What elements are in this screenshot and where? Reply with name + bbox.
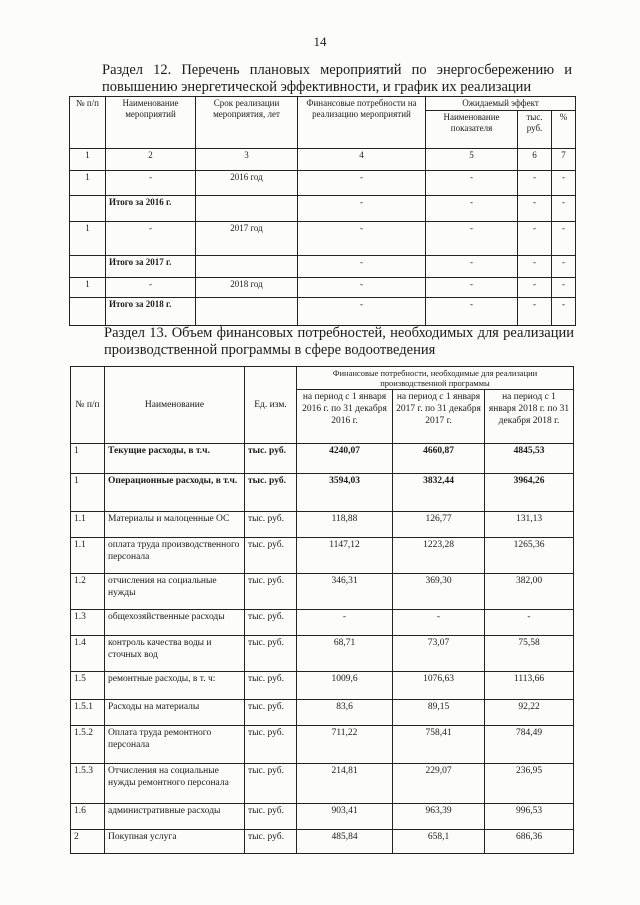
row-name: Итого за 2018 г. <box>106 298 196 326</box>
col-finance-header: Финансовые потребности на реализацию мероприятий <box>298 97 426 149</box>
row-value-2016: 711,22 <box>297 726 393 764</box>
row-unit: тыс. руб. <box>245 700 297 726</box>
table-row <box>71 764 574 804</box>
row-value-2017: 1076,63 <box>393 672 485 700</box>
row-value-2018: 996,53 <box>485 804 574 830</box>
row-unit: тыс. руб. <box>245 538 297 574</box>
col-num-header: № п/п <box>71 367 105 444</box>
table-row <box>70 256 576 278</box>
row-indicator: - <box>426 222 518 256</box>
row-name: Расходы на материалы <box>105 700 245 726</box>
row-num: 1.6 <box>71 804 105 830</box>
row-term: 2016 год <box>196 171 298 196</box>
page-number: 14 <box>313 34 327 49</box>
row-value-2018: 686,36 <box>485 830 574 854</box>
row-value-2017: 963,39 <box>393 804 485 830</box>
row-finance: - <box>298 256 426 278</box>
row-value-2018: 784,49 <box>485 726 574 764</box>
row-num <box>70 256 106 278</box>
row-value-2018: 1113,66 <box>485 672 574 700</box>
index-row <box>70 149 576 171</box>
row-value-2016: 903,41 <box>297 804 393 830</box>
row-finance: - <box>298 278 426 298</box>
row-unit: тыс. руб. <box>245 512 297 538</box>
row-name: административные расходы <box>105 804 245 830</box>
row-rub: - <box>518 256 552 278</box>
row-value-2018: 1265,36 <box>485 538 574 574</box>
row-value-2017: 369,30 <box>393 574 485 610</box>
row-name: общехозяйственные расходы <box>105 610 245 636</box>
row-pct: - <box>552 256 576 278</box>
row-value-2016: 118,88 <box>297 512 393 538</box>
index-cell: 6 <box>518 149 552 171</box>
row-value-2016: 214,81 <box>297 764 393 804</box>
section-13-heading: Раздел 13. Объем финансовых потребностей, необходимых для реализации производственной программы в сфере водоотведения <box>104 325 574 358</box>
table-row <box>71 474 574 512</box>
row-num: 1 <box>70 278 106 298</box>
row-unit: тыс. руб. <box>245 726 297 764</box>
section-12-table <box>69 96 576 326</box>
row-value-2016: - <box>297 610 393 636</box>
row-value-2017: 658,1 <box>393 830 485 854</box>
row-num: 1.5.1 <box>71 700 105 726</box>
section-12-heading: Раздел 12. Перечень плановых мероприятий по энергосбережению и повышению энергетической эффективности, и график их реализации <box>102 62 572 95</box>
row-value-2017: 758,41 <box>393 726 485 764</box>
row-value-2017: 73,07 <box>393 636 485 672</box>
row-pct: - <box>552 196 576 222</box>
row-value-2017: 4660,87 <box>393 444 485 474</box>
row-num: 1 <box>71 474 105 512</box>
row-num <box>70 298 106 326</box>
row-pct: - <box>552 222 576 256</box>
row-unit: тыс. руб. <box>245 804 297 830</box>
row-value-2018: 92,22 <box>485 700 574 726</box>
row-rub: - <box>518 222 552 256</box>
row-name: Оплата труда ремонтного персонала <box>105 726 245 764</box>
row-name: Материалы и малоценные ОС <box>105 512 245 538</box>
col-effect-header: Ожидаемый эффект <box>426 97 576 111</box>
col-2017-header: на период с 1 января 2017 г. по 31 декабря 2017 г. <box>393 390 485 444</box>
col-unit-header: Ед. изм. <box>245 367 297 444</box>
table-row <box>70 222 576 256</box>
row-indicator: - <box>426 171 518 196</box>
row-unit: тыс. руб. <box>245 474 297 512</box>
row-indicator: - <box>426 278 518 298</box>
row-finance: - <box>298 298 426 326</box>
row-finance: - <box>298 196 426 222</box>
col-pct-header: % <box>552 111 576 149</box>
col-rub-header: тыс. руб. <box>518 111 552 149</box>
row-pct: - <box>552 278 576 298</box>
row-name: оплата труда производственного персонала <box>105 538 245 574</box>
table-row <box>70 298 576 326</box>
row-indicator: - <box>426 256 518 278</box>
row-name: контроль качества воды и сточных вод <box>105 636 245 672</box>
row-num: 1 <box>70 222 106 256</box>
row-unit: тыс. руб. <box>245 672 297 700</box>
row-num: 1.5.3 <box>71 764 105 804</box>
col-indicator-header: Наименование показателя <box>426 111 518 149</box>
row-rub: - <box>518 196 552 222</box>
row-num: 2 <box>71 830 105 854</box>
row-value-2017: 1223,28 <box>393 538 485 574</box>
row-value-2018: 3964,26 <box>485 474 574 512</box>
row-name: - <box>106 222 196 256</box>
row-name: Отчисления на социальные нужды ремонтного персонала <box>105 764 245 804</box>
row-value-2016: 346,31 <box>297 574 393 610</box>
row-num: 1.1 <box>71 538 105 574</box>
row-num <box>70 196 106 222</box>
row-name: отчисления на социальные нужды <box>105 574 245 610</box>
row-value-2016: 83,6 <box>297 700 393 726</box>
col-finance-header: Финансовые потребности, необходимые для реализации производственной программы <box>297 367 574 390</box>
table-row <box>71 574 574 610</box>
row-value-2016: 3594,03 <box>297 474 393 512</box>
table-row <box>71 636 574 672</box>
index-cell: 1 <box>70 149 106 171</box>
row-value-2016: 1147,12 <box>297 538 393 574</box>
row-value-2018: - <box>485 610 574 636</box>
row-num: 1.1 <box>71 512 105 538</box>
col-name-header: Наименование <box>105 367 245 444</box>
section-13-table <box>70 366 574 854</box>
row-value-2018: 75,58 <box>485 636 574 672</box>
row-value-2017: 3832,44 <box>393 474 485 512</box>
table-row <box>71 538 574 574</box>
row-value-2018: 236,95 <box>485 764 574 804</box>
table-row <box>71 726 574 764</box>
row-unit: тыс. руб. <box>245 444 297 474</box>
row-value-2016: 1009,6 <box>297 672 393 700</box>
table-row <box>70 196 576 222</box>
row-name: Итого за 2017 г. <box>106 256 196 278</box>
row-unit: тыс. руб. <box>245 830 297 854</box>
col-2016-header: на период с 1 января 2016 г. по 31 декабря 2016 г. <box>297 390 393 444</box>
col-name-header: Наименование мероприятий <box>106 97 196 149</box>
row-value-2018: 4845,53 <box>485 444 574 474</box>
row-num: 1 <box>71 444 105 474</box>
row-term: 2018 год <box>196 278 298 298</box>
col-2018-header: на период с 1 января 2018 г. по 31 декабря 2018 г. <box>485 390 574 444</box>
row-name: Текущие расходы, в т.ч. <box>105 444 245 474</box>
row-term <box>196 256 298 278</box>
row-value-2017: 89,15 <box>393 700 485 726</box>
row-num: 1 <box>70 171 106 196</box>
row-num: 1.5.2 <box>71 726 105 764</box>
row-value-2016: 4240,07 <box>297 444 393 474</box>
row-num: 1.2 <box>71 574 105 610</box>
row-name: - <box>106 171 196 196</box>
row-finance: - <box>298 222 426 256</box>
col-term-header: Срок реализации мероприятия, лет <box>196 97 298 149</box>
row-indicator: - <box>426 196 518 222</box>
table-row <box>71 610 574 636</box>
table-row <box>71 700 574 726</box>
row-unit: тыс. руб. <box>245 636 297 672</box>
row-finance: - <box>298 171 426 196</box>
row-name: Итого за 2016 г. <box>106 196 196 222</box>
col-num-header: № п/п <box>70 97 106 149</box>
row-pct: - <box>552 171 576 196</box>
row-name: - <box>106 278 196 298</box>
row-value-2017: - <box>393 610 485 636</box>
row-term: 2017 год <box>196 222 298 256</box>
index-cell: 7 <box>552 149 576 171</box>
row-name: Покупная услуга <box>105 830 245 854</box>
row-term <box>196 196 298 222</box>
row-term <box>196 298 298 326</box>
row-indicator: - <box>426 298 518 326</box>
row-name: Операционные расходы, в т.ч. <box>105 474 245 512</box>
row-unit: тыс. руб. <box>245 764 297 804</box>
table-row <box>71 512 574 538</box>
row-rub: - <box>518 171 552 196</box>
row-rub: - <box>518 298 552 326</box>
row-value-2016: 485,84 <box>297 830 393 854</box>
row-num: 1.5 <box>71 672 105 700</box>
table-row <box>71 830 574 854</box>
row-num: 1.3 <box>71 610 105 636</box>
row-name: ремонтные расходы, в т. ч: <box>105 672 245 700</box>
table-row <box>71 804 574 830</box>
index-cell: 2 <box>106 149 196 171</box>
row-unit: тыс. руб. <box>245 610 297 636</box>
row-num: 1.4 <box>71 636 105 672</box>
index-cell: 3 <box>196 149 298 171</box>
table-row <box>70 278 576 298</box>
row-value-2016: 68,71 <box>297 636 393 672</box>
row-value-2017: 229,07 <box>393 764 485 804</box>
table-row <box>71 672 574 700</box>
row-unit: тыс. руб. <box>245 574 297 610</box>
row-rub: - <box>518 278 552 298</box>
index-cell: 5 <box>426 149 518 171</box>
row-pct: - <box>552 298 576 326</box>
row-value-2018: 131,13 <box>485 512 574 538</box>
table-row <box>71 444 574 474</box>
row-value-2018: 382,00 <box>485 574 574 610</box>
row-value-2017: 126,77 <box>393 512 485 538</box>
table-row <box>70 171 576 196</box>
index-cell: 4 <box>298 149 426 171</box>
